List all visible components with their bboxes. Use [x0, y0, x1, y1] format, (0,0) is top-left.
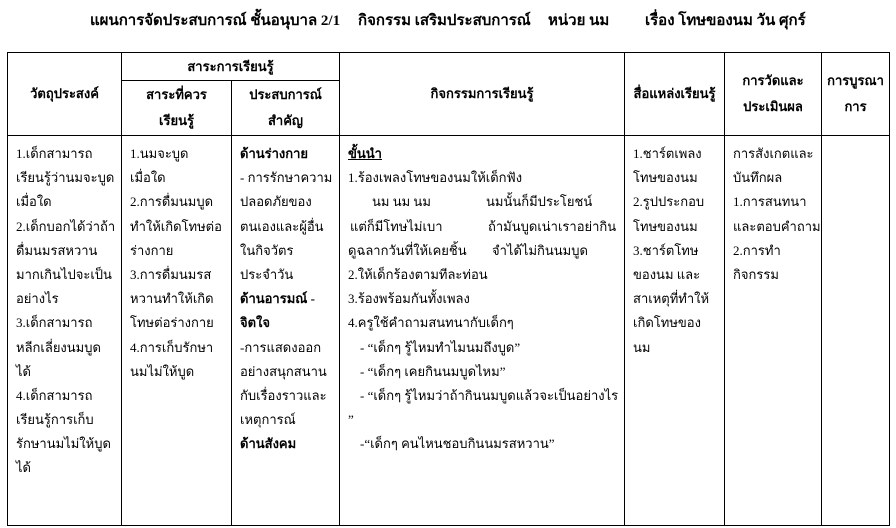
experience-line: ปลอดภัยของ — [240, 194, 312, 210]
media-line: สาเหตุที่ทำให้ — [633, 291, 710, 307]
media-line: โทษของนม — [633, 170, 698, 186]
header-media: สื่อแหล่งเรียนรู้ — [625, 53, 725, 136]
header-content-line2: เรียนรู้ — [159, 113, 194, 128]
experience-line: ตนเองและผู้อื่น — [240, 218, 324, 234]
question-line: -“เด็กๆ คนไหนชอบกินนมรสหวาน” — [360, 436, 555, 452]
header-content — [122, 81, 232, 136]
song-text: แต่ก็มีโทษไม่เบา — [350, 218, 443, 234]
content-line: เมื่อใด — [130, 170, 166, 186]
evaluation-line: และตอบคำถาม — [733, 218, 821, 234]
header-content-line1: สาระที่ควร — [146, 87, 207, 102]
activities-cell — [340, 136, 625, 526]
question-line: - “เด็กๆ รู้ไหมว่าถ้ากินนมบูดแล้วจะเป็นอย่างไร — [360, 387, 619, 403]
header-objectives: วัตถุประสงค์ — [8, 53, 122, 136]
question-line: - “เด็กๆ เคยกินนมบูดไหม” — [360, 363, 506, 379]
content-line: 1.นมจะบูด — [130, 146, 189, 161]
intro-heading: ขั้นนำ — [348, 146, 382, 161]
content-line: 4.การเก็บรักษา — [130, 339, 214, 355]
page-title — [0, 8, 896, 30]
header-experience-line2: สำคัญ — [268, 113, 304, 128]
content-line: หวานทำให้เกิด — [130, 291, 214, 307]
objective-line: หลีกเลี่ยงนมบูด — [16, 339, 101, 355]
content-line: โทษต่อร่างกาย — [130, 315, 214, 331]
integration-cell — [822, 136, 890, 526]
objective-line: เมื่อใด — [16, 194, 52, 210]
header-integration — [822, 53, 890, 136]
objective-line: ดื่มนมรสหวาน — [16, 242, 98, 258]
objective-line: ได้ — [16, 363, 31, 379]
objective-line: เรียนรู้ว่านมจะบูด — [16, 170, 115, 186]
experience-line: - การรักษาความ — [240, 170, 333, 186]
media-line: ของนม และ — [633, 266, 701, 282]
header-evaluation-line2: ประเมินผล — [743, 99, 803, 114]
media-line: โทษของนม — [633, 218, 698, 234]
song-text: จำได้ไม่กินนมบูด — [492, 242, 588, 258]
question-line: - “เด็กๆ รู้ไหมทำไมนมถึงบูด” — [360, 339, 521, 355]
activity-step: 4.ครูใช้คำถามสนทนากับเด็กๆ — [348, 315, 514, 331]
content-line: 3.การดื่มนมรส — [130, 266, 212, 282]
evaluation-line: 2.การทำ — [733, 242, 781, 258]
header-evaluation-line1: การวัดและ — [742, 73, 804, 88]
emotional-heading: ด้านอารมณ์ - — [240, 291, 315, 307]
media-cell — [625, 136, 725, 526]
content-line: นมไม่ให้บูด — [130, 363, 195, 379]
objective-line: เรียนรู้การเก็บ — [16, 412, 94, 428]
header-evaluation — [725, 53, 822, 136]
experience-cell — [232, 136, 340, 526]
song-line — [348, 190, 620, 214]
media-line: 3.ชาร์ตโทษ — [633, 242, 699, 258]
activity-step: 2.ให้เด็กร้องตามทีละท่อน — [348, 266, 488, 282]
song-line — [348, 239, 620, 263]
media-line: เกิดโทษของ — [633, 315, 701, 331]
media-line: 2.รูปประกอบ — [633, 194, 705, 210]
activity-step: 1.ร้องเพลงโทษของนมให้เด็กฟัง — [348, 170, 523, 186]
lesson-plan-table — [7, 52, 890, 526]
header-learning-group: สาระการเรียนรู้ — [122, 53, 340, 81]
objective-line: 4.เด็กสามารถ — [16, 387, 93, 403]
song-text: ดูฉลากวันที่ให้เคยชิ้น — [348, 242, 467, 258]
activity-title: กิจกรรม เสริมประสบการณ์ — [358, 13, 531, 29]
content-line: ทำให้เกิดโทษต่อ — [130, 218, 222, 234]
experience-line: -การแสดงออก — [240, 339, 322, 355]
experience-line: อย่างสนุกสนาน — [240, 363, 327, 379]
song-text: ถ้ามันบูดเน่าเราอย่ากิน — [488, 218, 617, 234]
experience-line: ประจำวัน — [240, 266, 294, 282]
social-heading: ด้านสังคม — [240, 436, 297, 452]
song-text: นมนั้นก็มีประโยชน์ — [486, 194, 593, 210]
content-cell — [122, 136, 232, 526]
evaluation-line: การสังเกตและ — [733, 146, 814, 161]
content-line: 2.การดื่มนมบูด — [130, 194, 214, 210]
evaluation-cell — [725, 136, 822, 526]
song-line — [348, 215, 620, 239]
header-experience — [232, 81, 340, 136]
emotional-heading-cont: จิตใจ — [240, 315, 271, 331]
experience-line: เหตุการณ์ — [240, 412, 296, 428]
media-line: 1.ชาร์ตเพลง — [633, 146, 702, 161]
objective-line: 2.เด็กบอกได้ว่าถ้า — [16, 218, 116, 234]
physical-heading: ด้านร่างกาย — [240, 146, 309, 161]
objectives-cell — [8, 136, 122, 526]
objective-line: 3.เด็กสามารถ — [16, 315, 93, 331]
media-line: นม — [633, 339, 651, 355]
evaluation-line: กิจกรรม — [733, 266, 779, 282]
activity-step: 3.ร้องพร้อมกันทั้งเพลง — [348, 291, 470, 307]
header-activities: กิจกรรมการเรียนรู้ — [340, 53, 625, 136]
objective-line: รักษานมไม่ให้บูด — [16, 436, 111, 452]
objective-line: ได้ — [16, 460, 31, 476]
content-line: ร่างกาย — [130, 242, 174, 258]
header-integration-line1: การบูรณา — [827, 73, 884, 88]
objective-line: อย่างไร — [16, 291, 59, 307]
evaluation-line: บันทึกผล — [733, 170, 783, 186]
question-line-end: ” — [348, 412, 354, 428]
header-experience-line1: ประสบการณ์ — [249, 87, 322, 102]
experience-line: กับเรื่องราวและ — [240, 387, 327, 403]
experience-line: ในกิจวัตร — [240, 242, 294, 258]
unit-title: หน่วย นม — [548, 13, 610, 29]
song-text: นม นม นม — [372, 194, 431, 210]
topic-title: เรื่อง โทษของนม วัน ศุกร์ — [645, 13, 806, 29]
evaluation-line: 1.การสนทนา — [733, 194, 807, 210]
plan-title: แผนการจัดประสบการณ์ ชั้นอนุบาล 2/1 — [90, 13, 341, 29]
header-integration-line2: การ — [844, 99, 867, 114]
objective-line: มากเกินไปจะเป็น — [16, 266, 112, 282]
objective-line: 1.เด็กสามารถ — [16, 146, 93, 161]
